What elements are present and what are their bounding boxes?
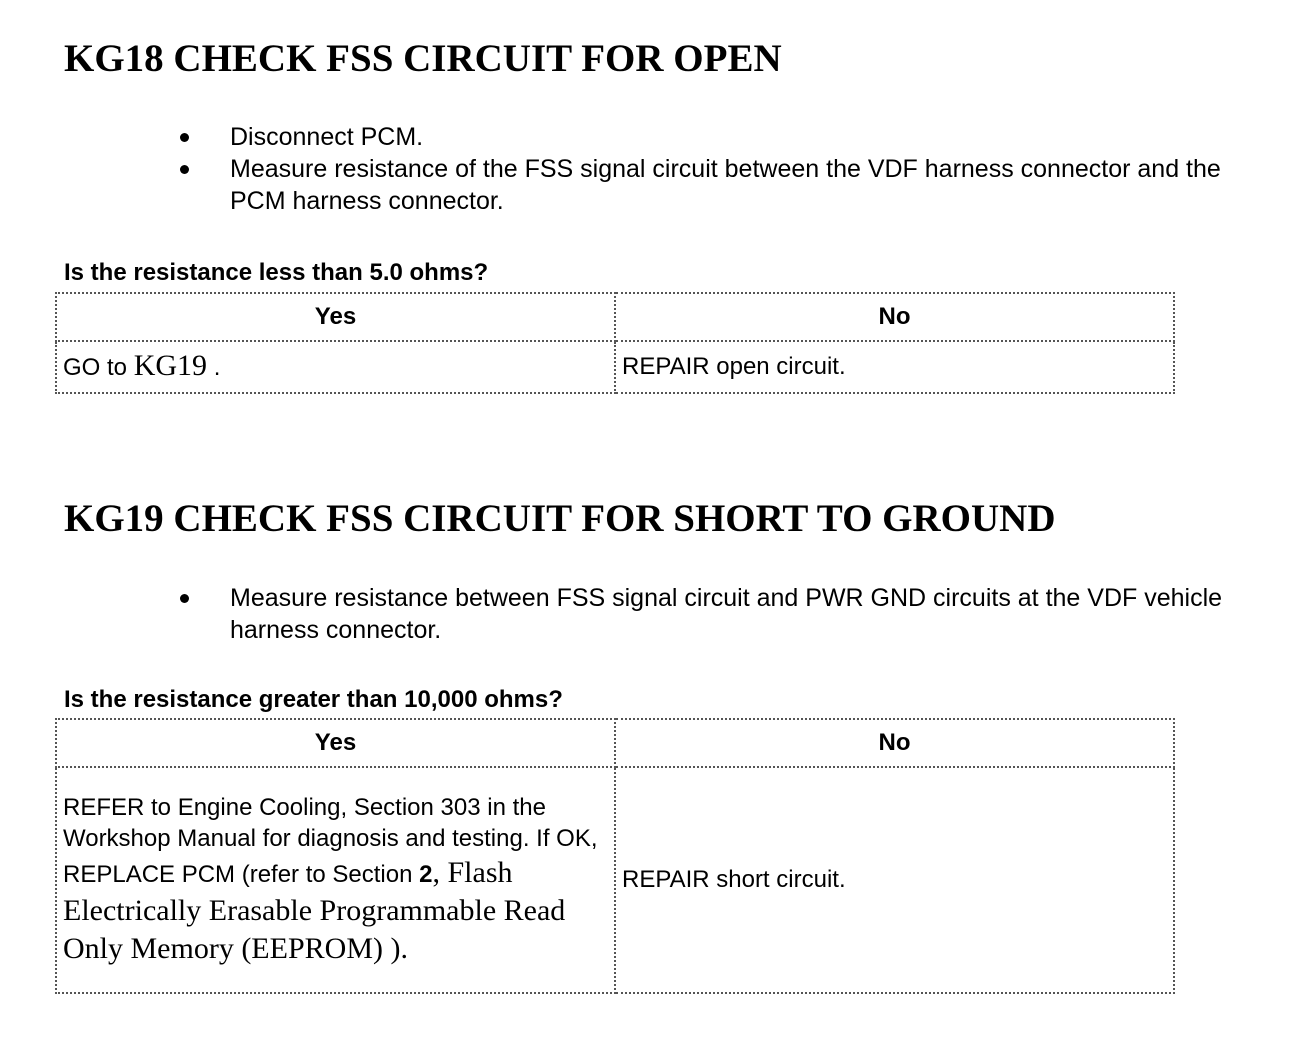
no-cell: REPAIR short circuit.	[615, 767, 1174, 993]
yes-header: Yes	[56, 719, 615, 767]
question-kg19: Is the resistance greater than 10,000 ohms?	[64, 686, 563, 713]
bullet-icon	[180, 133, 189, 142]
bullet-icon	[180, 594, 189, 603]
yes-header: Yes	[56, 293, 615, 341]
result-table-kg19	[55, 718, 1175, 994]
no-cell: REPAIR open circuit.	[615, 341, 1174, 393]
instruction-item: Measure resistance of the FSS signal circuit between the VDF harness connector and the PCM harness connector.	[230, 153, 1270, 217]
eeprom-section-link[interactable]: , Flash Electrically Erasable Programmable Read Only Memory (EEPROM)	[63, 856, 566, 965]
step-title-kg18: KG18 CHECK FSS CIRCUIT FOR OPEN	[64, 37, 782, 80]
step-link-kg19[interactable]: KG19	[133, 349, 208, 382]
instruction-item: Measure resistance between FSS signal circuit and PWR GND circuits at the VDF vehicle harness connector.	[230, 582, 1270, 646]
yes-cell: GO to KG19 .	[56, 341, 615, 393]
step-instructions-kg19	[230, 582, 1270, 646]
no-header: No	[615, 293, 1174, 341]
question-kg18: Is the resistance less than 5.0 ohms?	[64, 259, 489, 286]
yes-cell: REFER to Engine Cooling, Section 303 in the Workshop Manual for diagnosis and testing. If OK, REPLACE PCM (refer to Section 2, Flash Electrically Erasable Programmable Read Only Memory (EEPROM) ).	[56, 767, 615, 993]
step-instructions-kg18	[230, 121, 1270, 217]
result-table-kg18	[55, 292, 1175, 394]
step-title-kg19: KG19 CHECK FSS CIRCUIT FOR SHORT TO GROUND	[64, 497, 1056, 540]
no-header: No	[615, 719, 1174, 767]
bullet-icon	[180, 165, 189, 174]
instruction-item: Disconnect PCM.	[230, 121, 1270, 153]
